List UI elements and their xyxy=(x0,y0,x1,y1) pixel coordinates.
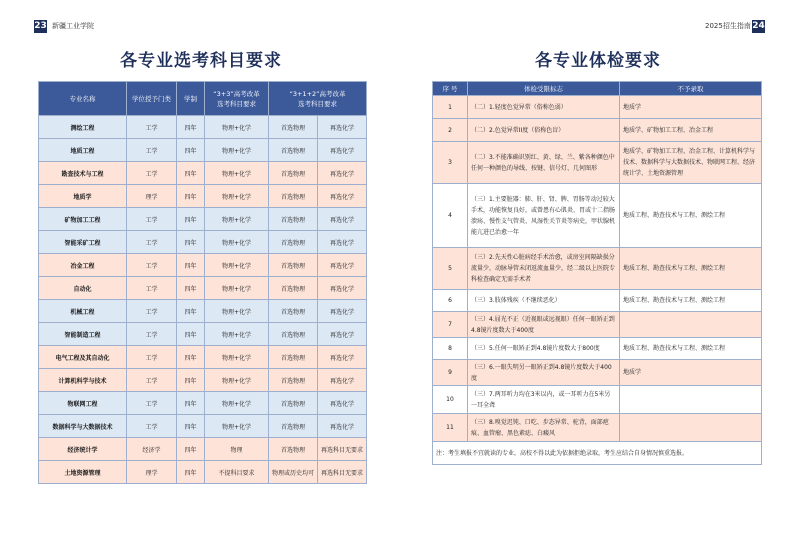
table-row xyxy=(39,162,367,185)
row-number-cell: 7 xyxy=(433,312,468,338)
first-choice-cell: 首选物理 xyxy=(269,300,318,323)
row-number-cell: 11 xyxy=(433,414,468,442)
table-row xyxy=(39,300,367,323)
table-row xyxy=(433,119,762,142)
col-header-312: “3+1+2”高考改革 选考科目要求 xyxy=(269,82,367,116)
col-header-33: “3+3”高考改革 选考科目要求 xyxy=(205,82,269,116)
table-row xyxy=(39,346,367,369)
req33-cell: 物理+化学 xyxy=(205,415,269,438)
second-choice-cell: 再选化学 xyxy=(318,185,367,208)
first-choice-cell: 首选物理 xyxy=(269,208,318,231)
req33-cell: 物理+化学 xyxy=(205,346,269,369)
degree-cell: 工学 xyxy=(127,254,177,277)
second-choice-cell: 再选化学 xyxy=(318,162,367,185)
table-row xyxy=(39,277,367,300)
second-choice-cell: 再选化学 xyxy=(318,415,367,438)
degree-cell: 工学 xyxy=(127,162,177,185)
req33-cell: 物理 xyxy=(205,438,269,461)
major-cell: 土地资源管理 xyxy=(39,461,127,484)
table-row xyxy=(433,184,762,248)
degree-cell: 工学 xyxy=(127,415,177,438)
years-cell: 四年 xyxy=(177,415,205,438)
physical-exam-table xyxy=(432,81,762,465)
years-cell: 四年 xyxy=(177,231,205,254)
table-row xyxy=(433,248,762,290)
first-choice-cell: 首选物理 xyxy=(269,438,318,461)
reject-majors-cell: 地质学 xyxy=(620,96,762,119)
years-cell: 四年 xyxy=(177,438,205,461)
condition-cell: （二）2.色觉异常II度（俗称色盲） xyxy=(468,119,620,142)
major-cell: 机械工程 xyxy=(39,300,127,323)
years-cell: 四年 xyxy=(177,254,205,277)
col-header-major: 专业名称 xyxy=(39,82,127,116)
years-cell: 四年 xyxy=(177,162,205,185)
req33-cell: 物理+化学 xyxy=(205,254,269,277)
table-row xyxy=(433,142,762,184)
degree-cell: 经济学 xyxy=(127,438,177,461)
years-cell: 四年 xyxy=(177,185,205,208)
condition-cell: （三）8.嗅觉迟钝、口吃、步态异常、驼背，面部疤痕、血管瘤、黑色素痣、白癜风 xyxy=(468,414,620,442)
reject-majors-cell: 地质工程、勘查技术与工程、测绘工程 xyxy=(620,248,762,290)
table-row xyxy=(39,185,367,208)
condition-cell: （三）7.两耳听力均在3米以内，或一耳听力在5米另一耳全聋 xyxy=(468,386,620,414)
major-cell: 智能采矿工程 xyxy=(39,231,127,254)
note-row xyxy=(433,442,762,465)
first-choice-cell: 首选物理 xyxy=(269,162,318,185)
second-choice-cell: 再选化学 xyxy=(318,208,367,231)
first-choice-cell: 首选物理 xyxy=(269,277,318,300)
major-cell: 冶金工程 xyxy=(39,254,127,277)
row-number-cell: 2 xyxy=(433,119,468,142)
right-running-header: 2025招生指南 xyxy=(705,22,751,30)
major-cell: 自动化 xyxy=(39,277,127,300)
degree-cell: 理学 xyxy=(127,185,177,208)
reject-majors-cell xyxy=(620,312,762,338)
second-choice-cell: 再选化学 xyxy=(318,300,367,323)
reject-majors-cell xyxy=(620,414,762,442)
years-cell: 四年 xyxy=(177,346,205,369)
major-cell: 数据科学与大数据技术 xyxy=(39,415,127,438)
years-cell: 四年 xyxy=(177,461,205,484)
row-number-cell: 4 xyxy=(433,184,468,248)
req33-cell: 物理+化学 xyxy=(205,116,269,139)
major-cell: 智能制造工程 xyxy=(39,323,127,346)
col-header-degree: 学位授予门类 xyxy=(127,82,177,116)
first-choice-cell: 首选物理 xyxy=(269,415,318,438)
col-header-reject: 不予录取 xyxy=(620,82,762,96)
major-cell: 经济统计学 xyxy=(39,438,127,461)
col-header-no: 序 号 xyxy=(433,82,468,96)
req33-cell: 不提科目要求 xyxy=(205,461,269,484)
row-number-cell: 8 xyxy=(433,338,468,360)
table-row xyxy=(433,96,762,119)
row-number-cell: 9 xyxy=(433,360,468,386)
second-choice-cell: 再选化学 xyxy=(318,369,367,392)
req33-cell: 物理+化学 xyxy=(205,300,269,323)
reject-majors-cell: 地质工程、勘查技术与工程、测绘工程 xyxy=(620,338,762,360)
second-choice-cell: 再选化学 xyxy=(318,277,367,300)
condition-cell: （二）1.轻度色觉异常（俗称色弱） xyxy=(468,96,620,119)
row-number-cell: 5 xyxy=(433,248,468,290)
condition-cell: （三）2.先天性心脏病经手术治愈，或房室间隔缺损分流量少，动脉导管未闭返流血量少，经二级以上医院专科检查确定无需手术者 xyxy=(468,248,620,290)
years-cell: 四年 xyxy=(177,208,205,231)
reject-majors-cell: 地质工程、勘查技术与工程、测绘工程 xyxy=(620,290,762,312)
left-page-number: 23 xyxy=(34,21,47,31)
second-choice-cell: 再选化学 xyxy=(318,139,367,162)
condition-cell: （三）1.主要脏器：肺、肝、肾、脾、胃肠等动过较大手术，功能恢复良好，或曾患有心肌炎、胃或十二指肠溃疡、慢性支气管炎、风湿性关节炎等病史，甲状腺机能亢进已治愈一年 xyxy=(468,184,620,248)
major-cell: 地质工程 xyxy=(39,139,127,162)
first-choice-cell: 首选物理 xyxy=(269,231,318,254)
req33-cell: 物理+化学 xyxy=(205,369,269,392)
table-row xyxy=(39,139,367,162)
major-cell: 电气工程及其自动化 xyxy=(39,346,127,369)
degree-cell: 工学 xyxy=(127,323,177,346)
second-choice-cell: 再选化学 xyxy=(318,254,367,277)
right-page-title: 各专业体检要求 xyxy=(535,51,661,71)
left-page-title: 各专业选考科目要求 xyxy=(120,51,282,71)
first-choice-cell: 首选物理 xyxy=(269,254,318,277)
second-choice-cell: 再选化学 xyxy=(318,116,367,139)
table-row xyxy=(39,231,367,254)
req33-cell: 物理+化学 xyxy=(205,139,269,162)
col-header-years: 学制 xyxy=(177,82,205,116)
table-row xyxy=(433,338,762,360)
condition-cell: （三）6.一眼失明另一眼矫正到4.8镜片度数大于400度 xyxy=(468,360,620,386)
second-choice-cell: 再选化学 xyxy=(318,346,367,369)
table-row xyxy=(433,386,762,414)
req33-cell: 物理+化学 xyxy=(205,323,269,346)
reject-majors-cell: 地质学、矿物加工工程、冶金工程、计算机科学与技术、数据科学与大数据技术、物联网工程、经济统计学、土地资源管理 xyxy=(620,142,762,184)
years-cell: 四年 xyxy=(177,116,205,139)
major-cell: 计算机科学与技术 xyxy=(39,369,127,392)
second-choice-cell: 再选化学 xyxy=(318,323,367,346)
degree-cell: 工学 xyxy=(127,392,177,415)
req33-cell: 物理+化学 xyxy=(205,208,269,231)
req33-cell: 物理+化学 xyxy=(205,162,269,185)
years-cell: 四年 xyxy=(177,392,205,415)
degree-cell: 工学 xyxy=(127,277,177,300)
right-page-number: 24 xyxy=(752,21,765,31)
major-cell: 地质学 xyxy=(39,185,127,208)
major-cell: 矿物加工工程 xyxy=(39,208,127,231)
condition-cell: （三）3.肢体残疾（不继续恶化） xyxy=(468,290,620,312)
years-cell: 四年 xyxy=(177,300,205,323)
second-choice-cell: 再选科目无要求 xyxy=(318,461,367,484)
reject-majors-cell: 地质学、矿物加工工程、冶金工程 xyxy=(620,119,762,142)
table-row xyxy=(39,438,367,461)
reject-majors-cell: 地质学 xyxy=(620,360,762,386)
degree-cell: 工学 xyxy=(127,300,177,323)
row-number-cell: 6 xyxy=(433,290,468,312)
col-header-condition: 体检受限标志 xyxy=(468,82,620,96)
first-choice-cell: 首选物理 xyxy=(269,392,318,415)
years-cell: 四年 xyxy=(177,323,205,346)
major-cell: 物联网工程 xyxy=(39,392,127,415)
req33-cell: 物理+化学 xyxy=(205,231,269,254)
req33-cell: 物理+化学 xyxy=(205,185,269,208)
condition-cell: （三）5.任何一眼矫正到4.8镜片度数大于800度 xyxy=(468,338,620,360)
degree-cell: 工学 xyxy=(127,139,177,162)
table-row xyxy=(39,369,367,392)
first-choice-cell: 首选物理 xyxy=(269,185,318,208)
years-cell: 四年 xyxy=(177,277,205,300)
first-choice-cell: 首选物理 xyxy=(269,116,318,139)
subject-requirements-table xyxy=(38,81,367,484)
first-choice-cell: 首选物理 xyxy=(269,323,318,346)
req33-cell: 物理+化学 xyxy=(205,392,269,415)
reject-majors-cell xyxy=(620,386,762,414)
table-row xyxy=(39,323,367,346)
table-row xyxy=(39,415,367,438)
left-running-header: 新疆工业学院 xyxy=(52,22,94,30)
table-footnote: 注：考生填报不宜就读的专业，高校不得以此为依据拒绝录取，考生应结合自身情况慎重选报。 xyxy=(433,442,762,465)
condition-cell: （三）4.屈光不正（近视眼或远视眼）任何一眼矫正到4.8镜片度数大于400度 xyxy=(468,312,620,338)
second-choice-cell: 再选化学 xyxy=(318,392,367,415)
condition-cell: （二）3.不能准确识别红、黄、绿、兰、紫各种颜色中任何一种颜色的导线、按键、信号灯、几何图形 xyxy=(468,142,620,184)
req33-cell: 物理+化学 xyxy=(205,277,269,300)
row-number-cell: 1 xyxy=(433,96,468,119)
first-choice-cell: 首选物理 xyxy=(269,369,318,392)
reject-majors-cell: 地质工程、勘查技术与工程、测绘工程 xyxy=(620,184,762,248)
first-choice-cell: 物理或历史均可 xyxy=(269,461,318,484)
degree-cell: 工学 xyxy=(127,208,177,231)
row-number-cell: 10 xyxy=(433,386,468,414)
major-cell: 勘查技术与工程 xyxy=(39,162,127,185)
table-row xyxy=(433,290,762,312)
table-row xyxy=(39,461,367,484)
table-row xyxy=(39,392,367,415)
table-row xyxy=(39,208,367,231)
first-choice-cell: 首选物理 xyxy=(269,139,318,162)
degree-cell: 工学 xyxy=(127,231,177,254)
major-cell: 测绘工程 xyxy=(39,116,127,139)
second-choice-cell: 再选化学 xyxy=(318,231,367,254)
degree-cell: 工学 xyxy=(127,346,177,369)
table-row xyxy=(433,360,762,386)
years-cell: 四年 xyxy=(177,139,205,162)
table-row xyxy=(39,254,367,277)
second-choice-cell: 再选科目无要求 xyxy=(318,438,367,461)
table-row xyxy=(433,312,762,338)
degree-cell: 工学 xyxy=(127,116,177,139)
years-cell: 四年 xyxy=(177,369,205,392)
row-number-cell: 3 xyxy=(433,142,468,184)
first-choice-cell: 首选物理 xyxy=(269,346,318,369)
degree-cell: 理学 xyxy=(127,461,177,484)
degree-cell: 工学 xyxy=(127,369,177,392)
table-row xyxy=(39,116,367,139)
table-row xyxy=(433,414,762,442)
